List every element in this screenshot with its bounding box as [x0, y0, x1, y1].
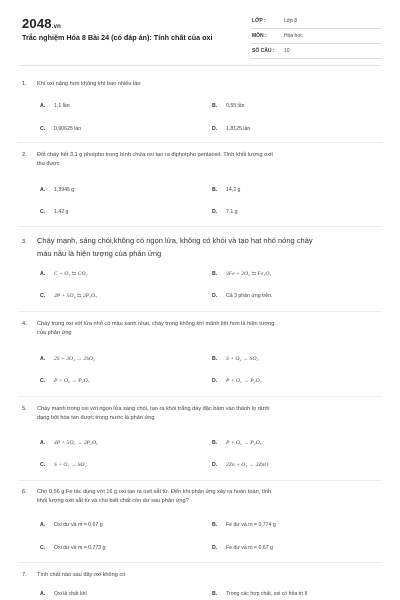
- question-divider: [18, 480, 382, 481]
- q4-option-d[interactable]: D. P + O₂ → P₂O₃: [212, 378, 262, 384]
- q5-option-b[interactable]: B. P + O₂ → P₂O₅: [212, 440, 262, 446]
- page-header: [0, 0, 400, 70]
- question-3: [22, 235, 382, 260]
- q3-option-a[interactable]: A. C + O₂ ⇆ CO₂: [40, 271, 88, 277]
- question-text: 2. Đốt cháy hết 3,1 g photpho trong bình chứa oxi tạo ra điphotpho pentaoxit. Tính khối lượng oxit thu được: [22, 152, 273, 167]
- q1-option-a[interactable]: A. 1,1 lần: [40, 103, 70, 109]
- q5-option-a[interactable]: A. 4P + 5O₂ → 2P₂O₅: [40, 440, 98, 446]
- q3-option-d[interactable]: D. Cả 3 phản ứng trên.: [212, 293, 273, 299]
- q2-option-d[interactable]: D. 7,1 g: [212, 209, 238, 215]
- question-divider: [18, 396, 382, 397]
- q7-option-a[interactable]: A. Oxi là chất khí: [40, 591, 87, 597]
- q6-option-c[interactable]: C. Oxi dư và m = 0,773 g: [40, 545, 106, 551]
- question-divider: [18, 311, 382, 312]
- question-text: 1. Khí oxi nặng hơn không khí bao nhiêu lần: [22, 81, 141, 87]
- q6-option-b[interactable]: B. Fe dư và m = 0,774 g: [212, 522, 276, 528]
- meta-class: LỚP : Lớp 8: [250, 14, 382, 29]
- q3-option-b[interactable]: B. 3Fe + 2O₂ ⇆ Fe₃O₄: [212, 271, 272, 277]
- meta-subject: MÔN : Hóa học: [250, 29, 382, 44]
- q6-option-a[interactable]: A. Oxi dư và m = 0,67 g: [40, 522, 103, 528]
- quiz-meta: [250, 14, 382, 59]
- q2-option-b[interactable]: B. 14,2 g: [212, 187, 241, 193]
- page-title: Trắc nghiệm Hóa 8 Bài 24 (có đáp án): Tính chất của oxi: [22, 33, 213, 42]
- q4-option-c[interactable]: C. P + O₂ → P₂O₅: [40, 378, 90, 384]
- question-5: [22, 405, 382, 423]
- header-divider: [18, 65, 382, 66]
- meta-question-count: SỐ CÂU : 10: [250, 44, 382, 59]
- q2-option-c[interactable]: C. 1,42 g: [40, 209, 69, 215]
- question-text: 5. Cháy mạnh trong oxi với ngọn lửa sáng chói, tạo ra khói trắng dày đặc bám vào thành lọ dưới dạng bột hòa tan được trong nước là phản ứng: [22, 406, 270, 421]
- question-text: 3. Cháy mạnh, sáng chói,không có ngọn lửa, không có khói và tạo hạt nhỏ nóng chảy màu nâu là hiện tượng của phản ứng: [22, 236, 313, 258]
- q4-option-b[interactable]: B. S + O₂ → SO₂: [212, 356, 259, 362]
- site-logo[interactable]: 2048.vn: [22, 16, 62, 31]
- question-7: [22, 571, 382, 580]
- q5-option-c[interactable]: C. S + O₂ → SO₂: [40, 462, 87, 468]
- q3-option-c[interactable]: C. 2P + 5O₂ ⇆ 2P₂O₅: [40, 293, 98, 299]
- question-text: 4. Cháy trong oxi với lửa nhỏ có màu xanh nhạt, cháy trong không khí mãnh liệt hơn là hiện tượng của phản ứng: [22, 321, 275, 336]
- q1-option-b[interactable]: B. 0,55 lần: [212, 103, 245, 109]
- q5-option-d[interactable]: D. 2Zn + O₂ → 2ZnO: [212, 462, 269, 468]
- q2-option-a[interactable]: A. 1,3945 g: [40, 187, 75, 193]
- q1-option-d[interactable]: D. 1,8125 lần: [212, 126, 251, 132]
- question-1: [22, 80, 382, 89]
- question-6: [22, 488, 382, 506]
- question-text: 6. Cho 0,56 g Fe tác dụng với 16 g oxi tạo ra oxit sắt từ. Đến khi phản ứng xảy ra hoàn toàn, tính khối lượng oxit sắt từ và cho biết chất còn dư sau phản ứng?: [22, 489, 272, 504]
- question-divider: [18, 562, 382, 563]
- question-divider: [18, 226, 382, 227]
- q6-option-d[interactable]: D. Fe dư và m = 0,67 g: [212, 545, 273, 551]
- q4-option-a[interactable]: A. 2S + 3O₂ → 2SO₃: [40, 356, 95, 362]
- q1-option-c[interactable]: C. 0,90625 lần: [40, 126, 82, 132]
- question-text: 7. Tính chất nào sau đây oxi không có: [22, 572, 126, 578]
- question-divider: [18, 142, 382, 143]
- q7-option-b[interactable]: B. Trong các hợp chất, oxi có hóa trị II: [212, 591, 308, 597]
- question-2: [22, 151, 382, 169]
- question-4: [22, 320, 382, 338]
